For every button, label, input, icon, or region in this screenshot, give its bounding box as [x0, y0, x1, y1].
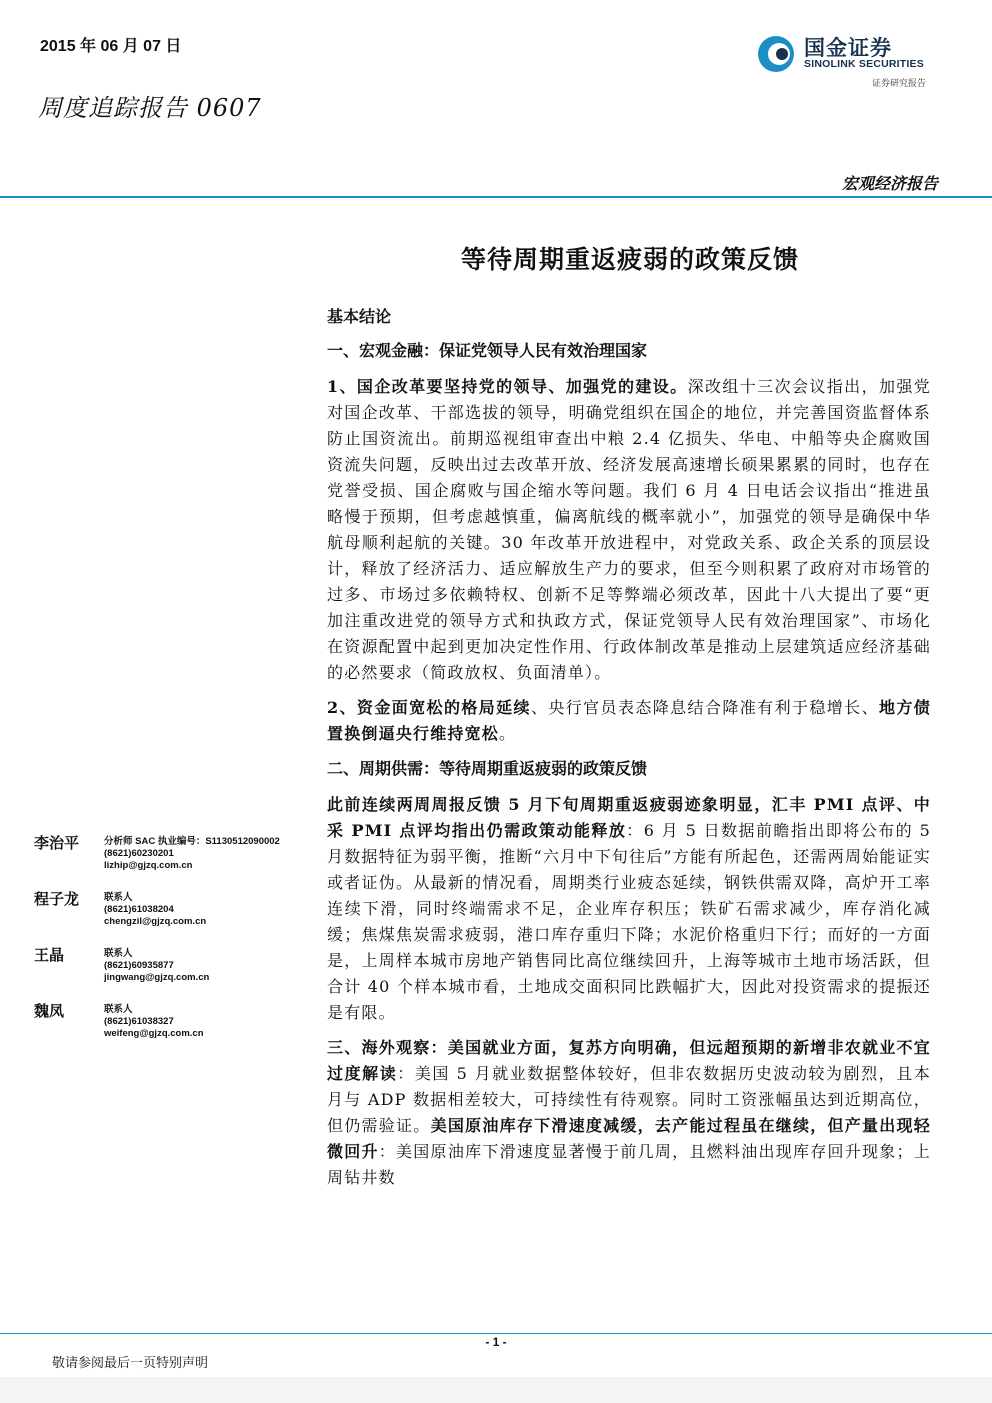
report-date: 2015 年 06 月 07 日 — [40, 38, 182, 55]
analyst-phone: (8621)60935877 — [104, 960, 174, 971]
analyst-email: jingwang@gjzq.com.cn — [104, 972, 210, 983]
paragraph-2-body: 、央行官员表态降息结合降准有利于稳增长、 — [530, 698, 879, 717]
logo-chinese-name: 国金证券 — [804, 36, 892, 60]
sinolink-logo-icon — [756, 34, 796, 74]
header-divider — [0, 196, 992, 198]
paragraph-4-lead-2: 美国原油库存下滑速度减缓，去产能过程虽在继续，但产量出现轻微回升 — [327, 1116, 931, 1161]
paragraph-3-body: ：6 月 5 日数据前瞻指出即将公布的 5 月数据特征为弱平衡，推断“六月中下旬往后”方能有所起色，还需两周始能证实或者证伪。从最新的情况看，周期类行业疲态延续，钢铁供需双降，高炉开工率连续下滑，同时终端需求不足，企业库存积压；铁矿石需求减少，库存消化减缓；焦煤焦炭需求疲弱，港口库存重归下降；水泥价格重归下行；而好的一方面是，上周样本城市房地产销售同比高位继续回升，上海等城市土地市场活跃，但合计 40 个样本城市看，土地成交面积同比跌幅扩大，因此对投资需求的提振还是有限。 — [327, 821, 931, 1022]
analyst-entry — [34, 830, 314, 886]
analyst-name: 程子龙 — [34, 890, 80, 908]
analyst-role: 联系人 — [104, 948, 133, 959]
analyst-email: lizhip@gjzq.com.cn — [104, 860, 193, 871]
section-2-title: 二、周期供需：等待周期重返疲弱的政策反馈 — [327, 759, 648, 778]
analyst-entry — [34, 886, 314, 942]
analyst-role: 分析师 SAC 执业编号：S1130512090002 — [104, 836, 280, 847]
paragraph-3-lead: 此前连续两周周报反馈 5 月下旬周期重返疲弱迹象明显，汇丰 PMI 点评、中采 PMI 点评均指出仍需政策动能释放 — [327, 795, 931, 840]
analyst-info — [104, 948, 209, 984]
paragraph-3 — [327, 792, 931, 1026]
paragraph-2-lead-2: 地方债置换倒逼央行维持宽松 — [327, 698, 931, 743]
company-logo — [756, 30, 956, 92]
paragraph-1-body: 深改组十三次会议指出，加强党对国企改革、干部选拔的领导，明确党组织在国企的地位，并完善国资监督体系防止国资流出。前期巡视组审查出中粮 2.4 亿损失、华电、中船等央企腐败国资流失问题，反映出过去改革开放、经济发展高速增长硕果累累的同时，也存在党誉受损、国企腐败与国企缩水等问题。我们 6 月 4 日电话会议指出“推进虽略慢于预期，但考虑越慎重，偏离航线的概率就小”，加强党的领导是确保中华航母顺利起航的关键。30 年改革开放进程中，对党政关系、政企关系的顶层设计，释放了经济活力、适应解放生产力的要求，但至今则积累了政府对市场管的过多、市场过多依赖特权、创新不足等弊端必须改革，因此十八大提出了要“更加注重改进党的领导方式和执政方式，保证党领导人民有效治理国家”、市场化在资源配置中起到更加决定性作用、行政体制改革是推动上层建筑适应经济基础的必然要求（简政放权、负面清单）。 — [327, 377, 931, 682]
analyst-name: 王晶 — [34, 946, 65, 964]
paragraph-1 — [327, 374, 931, 686]
paragraph-4 — [327, 1035, 931, 1191]
footer-band — [0, 1377, 992, 1403]
paragraph-2-lead: 2、资金面宽松的格局延续 — [327, 698, 531, 717]
analyst-phone: (8621)61038327 — [104, 1016, 174, 1027]
analyst-entry — [34, 998, 314, 1054]
report-series-title: 周度追踪报告 0607 — [38, 94, 262, 122]
page-number: - 1 - — [485, 1335, 507, 1349]
main-content — [327, 304, 931, 1200]
paragraph-4-body: ：美国 5 月就业数据整体较好，但非农数据历史波动较为剧烈，且本月与 ADP 数据相差较大，可持续性有待观察。同时工资涨幅虽达到近期高位，但仍需验证。 — [327, 1064, 931, 1135]
analyst-name: 魏凤 — [34, 1002, 65, 1020]
analyst-role: 联系人 — [104, 1004, 133, 1015]
analyst-name: 李治平 — [34, 834, 80, 852]
paragraph-2 — [327, 695, 931, 747]
report-category: 宏观经济报告 — [841, 174, 938, 193]
disclaimer-note: 敬请参阅最后一页特别声明 — [52, 1356, 209, 1371]
analyst-phone: (8621)60230201 — [104, 848, 174, 859]
analyst-entry — [34, 942, 314, 998]
section-1-title: 一、宏观金融：保证党领导人民有效治理国家 — [327, 341, 648, 360]
analyst-info — [104, 892, 206, 928]
analyst-phone: (8621)61038204 — [104, 904, 174, 915]
paragraph-4-lead: 三、海外观察：美国就业方面，复苏方向明确，但远超预期的新增非农就业不宜过度解读 — [327, 1038, 931, 1083]
analyst-email: chengzil@gjzq.com.cn — [104, 916, 207, 927]
logo-english-name: SINOLINK SECURITIES — [804, 58, 924, 70]
analyst-info — [104, 1004, 204, 1040]
analyst-role: 联系人 — [104, 892, 133, 903]
paragraph-4-body-2: ：美国原油库下滑速度显著慢于前几周，且燃料油出现库存回升现象；上周钻井数 — [327, 1142, 931, 1187]
paragraph-1-lead: 1、国企改革要坚持党的领导、加强党的建设。 — [327, 377, 688, 396]
report-headline: 等待周期重返疲弱的政策反馈 — [460, 245, 799, 274]
analyst-list — [34, 830, 314, 1054]
section-basic-conclusion: 基本结论 — [327, 307, 392, 326]
analyst-info — [104, 836, 280, 872]
logo-subtitle: 证券研究报告 — [872, 79, 927, 89]
paragraph-2-end: 。 — [499, 724, 517, 743]
footer-divider — [0, 1333, 992, 1334]
analyst-email: weifeng@gjzq.com.cn — [104, 1028, 204, 1039]
